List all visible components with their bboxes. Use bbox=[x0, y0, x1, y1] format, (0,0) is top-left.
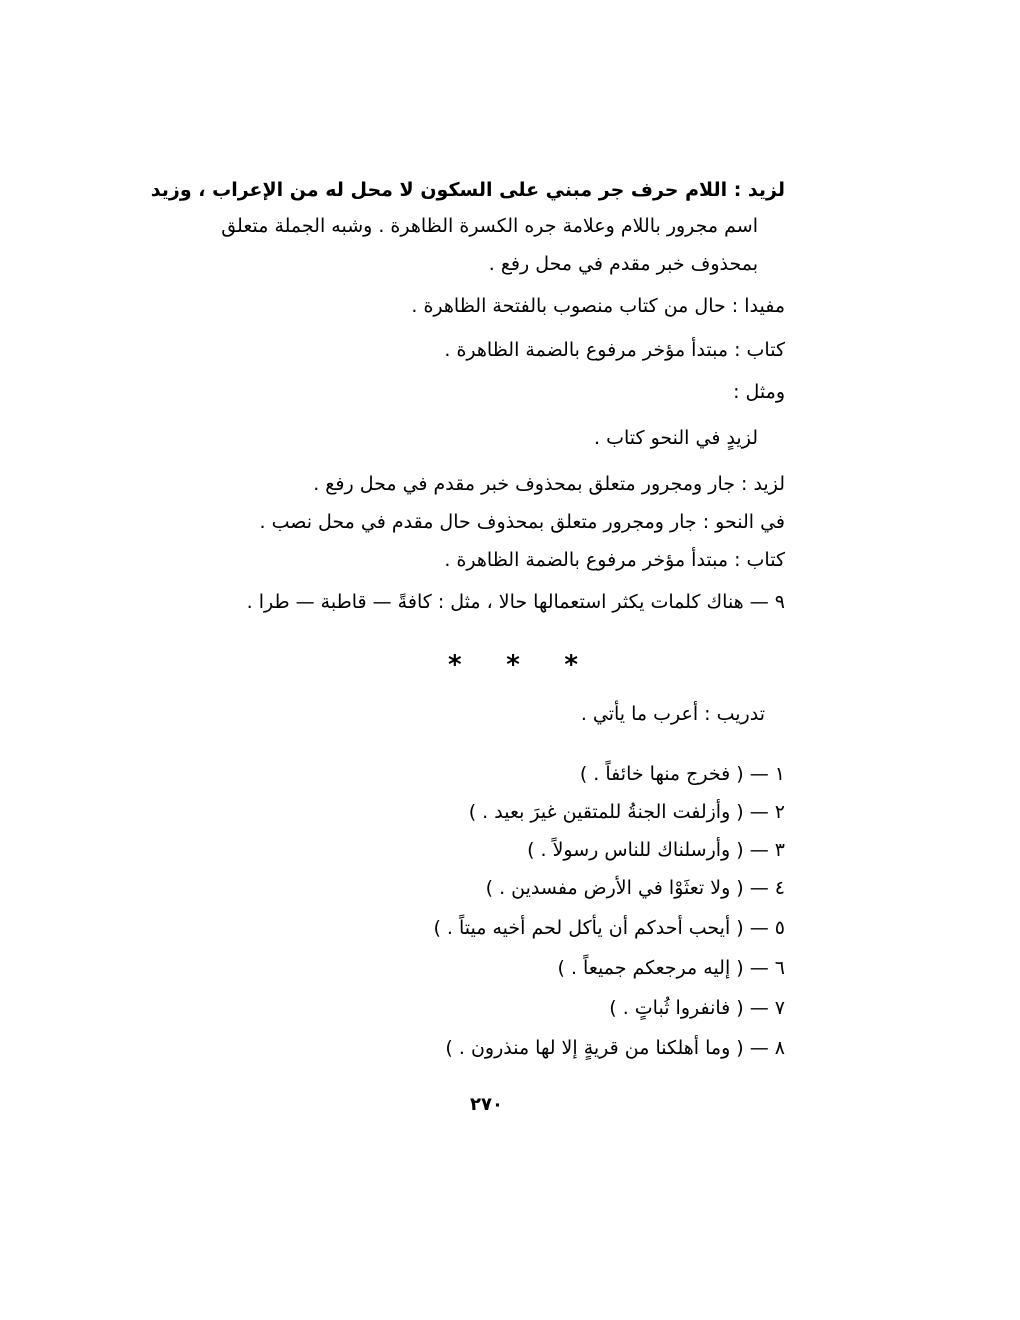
example-sentence: لزيدٍ في النحو كتاب . bbox=[594, 427, 758, 449]
exercise-item: ٤ — ( ولا تعثَوْا في الأرض مفسدين . ) bbox=[485, 877, 785, 899]
asterisk: * bbox=[506, 650, 520, 680]
exercise-item: ٦ — ( إليه مرجعكم جميعاً . ) bbox=[557, 957, 785, 979]
exercise-item: ٣ — ( وأرسلناك للناس رسولاً . ) bbox=[527, 839, 785, 861]
paragraph-line: لزيد : اللام حرف جر مبني على السكون لا محل له من الإعراب ، وزيد bbox=[150, 179, 785, 201]
exercise-title: تدريب : أعرب ما يأتي . bbox=[580, 703, 765, 725]
section-separator bbox=[448, 650, 578, 680]
paragraph-line: بمحذوف خبر مقدم في محل رفع . bbox=[488, 253, 758, 275]
asterisk: * bbox=[564, 650, 578, 680]
exercise-item: ٥ — ( أيحب أحدكم أن يأكل لحم أخيه ميتاً . ) bbox=[433, 917, 785, 939]
exercise-item: ٢ — ( وأزلفت الجنةُ للمتقين غيرَ بعيد . ) bbox=[468, 801, 785, 823]
page-number: ٢٧٠ bbox=[470, 1094, 503, 1115]
paragraph-line: لزيد : جار ومجرور متعلق بمحذوف خبر مقدم في محل رفع . bbox=[313, 473, 785, 495]
paragraph-line: اسم مجرور باللام وعلامة جره الكسرة الظاهرة . وشبه الجملة متعلق bbox=[221, 215, 758, 237]
paragraph-line: مفيدا : حال من كتاب منصوب بالفتحة الظاهرة . bbox=[411, 295, 785, 317]
paragraph-line: كتاب : مبتدأ مؤخر مرفوع بالضمة الظاهرة . bbox=[444, 549, 785, 571]
numbered-note: ٩ — هناك كلمات يكثر استعمالها حالا ، مثل : كافةً — قاطبة — طرا . bbox=[246, 591, 785, 613]
asterisk: * bbox=[448, 650, 462, 680]
exercise-item: ٧ — ( فانفروا ثُباتٍ . ) bbox=[609, 997, 785, 1019]
paragraph-line: ومثل : bbox=[733, 381, 785, 403]
exercise-item: ٨ — ( وما أهلكنا من قريةٍ إلا لها منذرون . ) bbox=[445, 1037, 785, 1059]
paragraph-line: كتاب : مبتدأ مؤخر مرفوع بالضمة الظاهرة . bbox=[444, 339, 785, 361]
paragraph-line: في النحو : جار ومجرور متعلق بمحذوف حال مقدم في محل نصب . bbox=[259, 511, 785, 533]
exercise-item: ١ — ( فخرج منها خائفاً . ) bbox=[579, 763, 785, 785]
